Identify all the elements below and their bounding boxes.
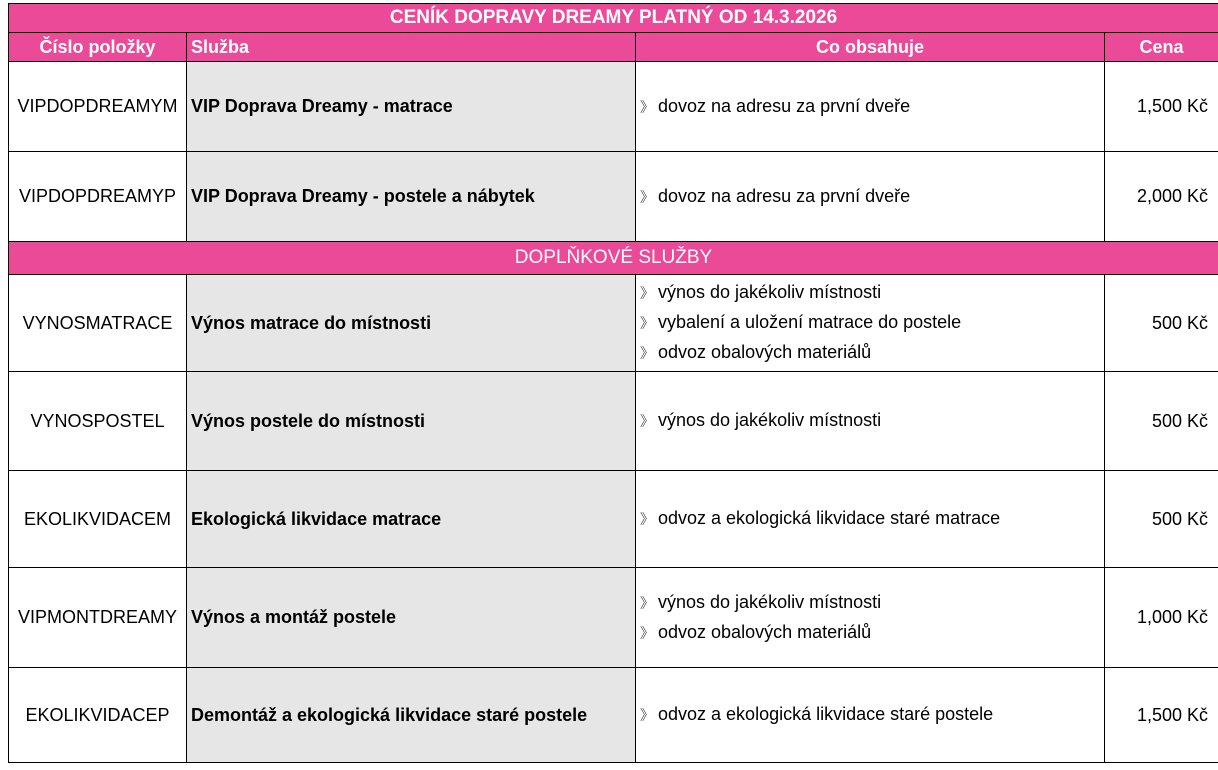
bullet-arrow-icon: 》	[640, 98, 654, 115]
bullet-arrow-icon: 》	[640, 624, 654, 641]
service-name: VIP Doprava Dreamy - matrace	[187, 62, 636, 152]
bullet-arrow-icon: 》	[640, 345, 654, 361]
header-code: Číslo položky	[9, 33, 187, 62]
contents-cell	[636, 152, 1105, 242]
contents-item	[640, 338, 1104, 368]
item-code: VIPDOPDREAMYM	[9, 62, 187, 152]
price-list-sheet	[8, 3, 1218, 763]
item-code: EKOLIKVIDACEM	[9, 471, 187, 568]
contents-cell	[636, 275, 1105, 372]
contents-item	[640, 406, 1104, 436]
price-value: 500 Kč	[1105, 372, 1218, 471]
contents-cell	[636, 668, 1105, 763]
price-value: 1,000 Kč	[1105, 568, 1218, 668]
section-title: DOPLŇKOVÉ SLUŽBY	[9, 242, 1218, 275]
service-name: Ekologická likvidace matrace	[187, 471, 636, 568]
contents-cell	[636, 568, 1105, 668]
bullet-arrow-icon: 》	[640, 188, 654, 205]
contents-item	[640, 92, 1104, 122]
contents-item	[640, 504, 1104, 534]
item-code: VIPDOPDREAMYP	[9, 152, 187, 242]
contents-item	[640, 700, 1104, 730]
contents-item-text: výnos do jakékoliv místnosti	[658, 410, 882, 430]
contents-cell	[636, 62, 1105, 152]
price-value: 500 Kč	[1105, 275, 1218, 372]
price-list-table	[8, 3, 1218, 763]
contents-item-text: dovoz na adresu za první dveře	[658, 185, 911, 206]
contents-cell	[636, 372, 1105, 471]
contents-item-text: výnos do jakékoliv místnosti	[658, 591, 882, 612]
bullet-arrow-icon: 》	[640, 707, 654, 723]
table-row	[9, 152, 1218, 242]
contents-item-text: vybalení a uložení matrace do postele	[658, 312, 962, 332]
contents-item-text: dovoz na adresu za první dveře	[658, 95, 911, 116]
contents-cell	[636, 471, 1105, 568]
contents-item-text: odvoz a ekologická likvidace staré matrace	[658, 508, 1001, 528]
price-value: 2,000 Kč	[1105, 152, 1218, 242]
price-value: 1,500 Kč	[1105, 668, 1218, 763]
table-title: CENÍK DOPRAVY DREAMY PLATNÝ OD 14.3.2026	[9, 4, 1218, 33]
table-row	[9, 372, 1218, 471]
header-price: Cena	[1105, 33, 1218, 62]
table-row	[9, 568, 1218, 668]
contents-item	[640, 182, 1104, 212]
header-contents: Co obsahuje	[636, 33, 1105, 62]
bullet-arrow-icon: 》	[640, 413, 654, 429]
bullet-arrow-icon: 》	[640, 315, 654, 331]
contents-item	[640, 308, 1104, 338]
price-value: 500 Kč	[1105, 471, 1218, 568]
service-name: Výnos matrace do místnosti	[187, 275, 636, 372]
price-value: 1,500 Kč	[1105, 62, 1218, 152]
bullet-arrow-icon: 》	[640, 285, 654, 301]
service-name: Demontáž a ekologická likvidace staré postele	[187, 668, 636, 763]
item-code: VYNOSPOSTEL	[9, 372, 187, 471]
extra-services	[9, 275, 1218, 763]
bullet-arrow-icon: 》	[640, 594, 654, 611]
table-row	[9, 471, 1218, 568]
contents-item-text: odvoz obalových materiálů	[658, 621, 872, 642]
contents-item-text: odvoz obalových materiálů	[658, 342, 872, 362]
service-name: VIP Doprava Dreamy - postele a nábytek	[187, 152, 636, 242]
main-services	[9, 62, 1218, 242]
header-service: Služba	[187, 33, 636, 62]
service-name: Výnos postele do místnosti	[187, 372, 636, 471]
contents-item-text: odvoz a ekologická likvidace staré postele	[658, 704, 994, 724]
service-name: Výnos a montáž postele	[187, 568, 636, 668]
contents-item	[640, 618, 1104, 648]
bullet-arrow-icon: 》	[640, 511, 654, 527]
item-code: VYNOSMATRACE	[9, 275, 187, 372]
table-row	[9, 275, 1218, 372]
item-code: EKOLIKVIDACEP	[9, 668, 187, 763]
contents-item-text: výnos do jakékoliv místnosti	[658, 282, 882, 302]
contents-item	[640, 278, 1104, 308]
item-code: VIPMONTDREAMY	[9, 568, 187, 668]
table-row	[9, 62, 1218, 152]
table-row	[9, 668, 1218, 763]
contents-item	[640, 588, 1104, 618]
